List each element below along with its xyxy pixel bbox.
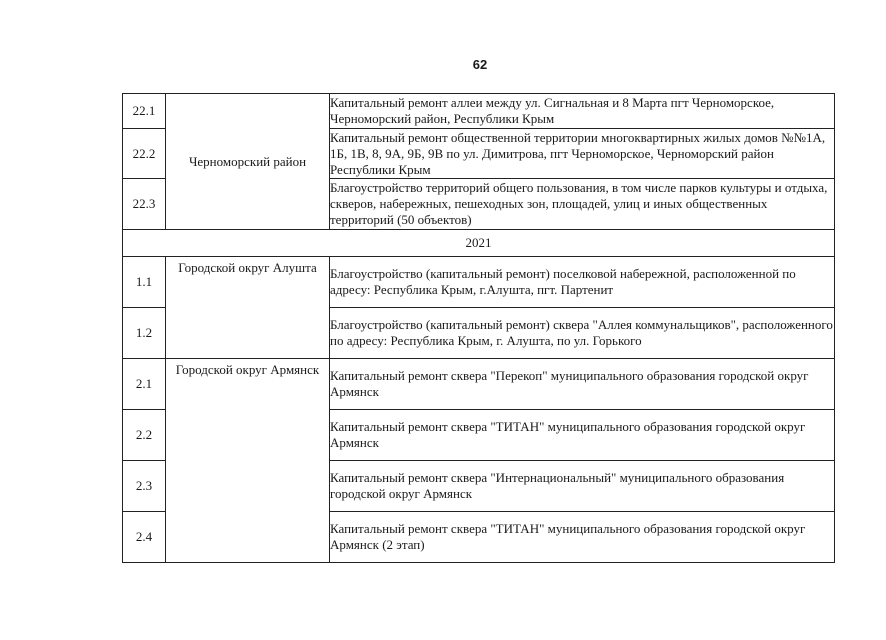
table-row: [123, 94, 835, 129]
row-number: 1.1: [123, 257, 166, 308]
row-number: 1.2: [123, 308, 166, 359]
row-number: 2.1: [123, 359, 166, 410]
row-number: 22.1: [123, 94, 166, 129]
project-description: Капитальный ремонт сквера "Перекоп" муниципального образования городской округ Армянск: [330, 359, 835, 410]
program-table: [122, 93, 835, 563]
row-number: 2.2: [123, 410, 166, 461]
project-description: Благоустройство (капитальный ремонт) поселковой набережной, расположенной по адресу: Республика Крым, г.Алушта, пгт. Партенит: [330, 257, 835, 308]
project-description: Благоустройство территорий общего пользования, в том числе парков культуры и отдыха, скверов, набережных, пешеходных зон, площадей, улиц и иных общественных территорий (50 объектов): [330, 179, 835, 230]
project-description: Капитальный ремонт сквера "ТИТАН" муниципального образования городской округ Армянск: [330, 410, 835, 461]
year-row: [123, 230, 835, 257]
row-number: 22.3: [123, 179, 166, 230]
territory-cell: Городской округ Алушта: [166, 257, 330, 359]
territory-cell: Городской округ Армянск: [166, 359, 330, 563]
project-description: Благоустройство (капитальный ремонт) сквера "Аллея коммунальщиков", расположенного по адресу: Республика Крым, г. Алушта, по ул. Горького: [330, 308, 835, 359]
year-label: 2021: [123, 230, 835, 257]
table-row: [123, 359, 835, 410]
territory-cell: Черноморский район: [166, 94, 330, 230]
project-description: Капитальный ремонт сквера "ТИТАН" муниципального образования городской округ Армянск (2 этап): [330, 512, 835, 563]
row-number: 22.2: [123, 129, 166, 179]
table-row: [123, 257, 835, 308]
project-description: Капитальный ремонт сквера "Интернациональный" муниципального образования городской округ Армянск: [330, 461, 835, 512]
row-number: 2.4: [123, 512, 166, 563]
page-number: 62: [472, 57, 488, 72]
row-number: 2.3: [123, 461, 166, 512]
project-description: Капитальный ремонт аллеи между ул. Сигнальная и 8 Марта пгт Черноморское, Черноморский район, Республики Крым: [330, 94, 835, 129]
project-description: Капитальный ремонт общественной территории многоквартирных жилых домов №№1А, 1Б, 1В, 8, 9А, 9Б, 9В по ул. Димитрова, пгт Черноморское, Черноморский район Республики Крым: [330, 129, 835, 179]
